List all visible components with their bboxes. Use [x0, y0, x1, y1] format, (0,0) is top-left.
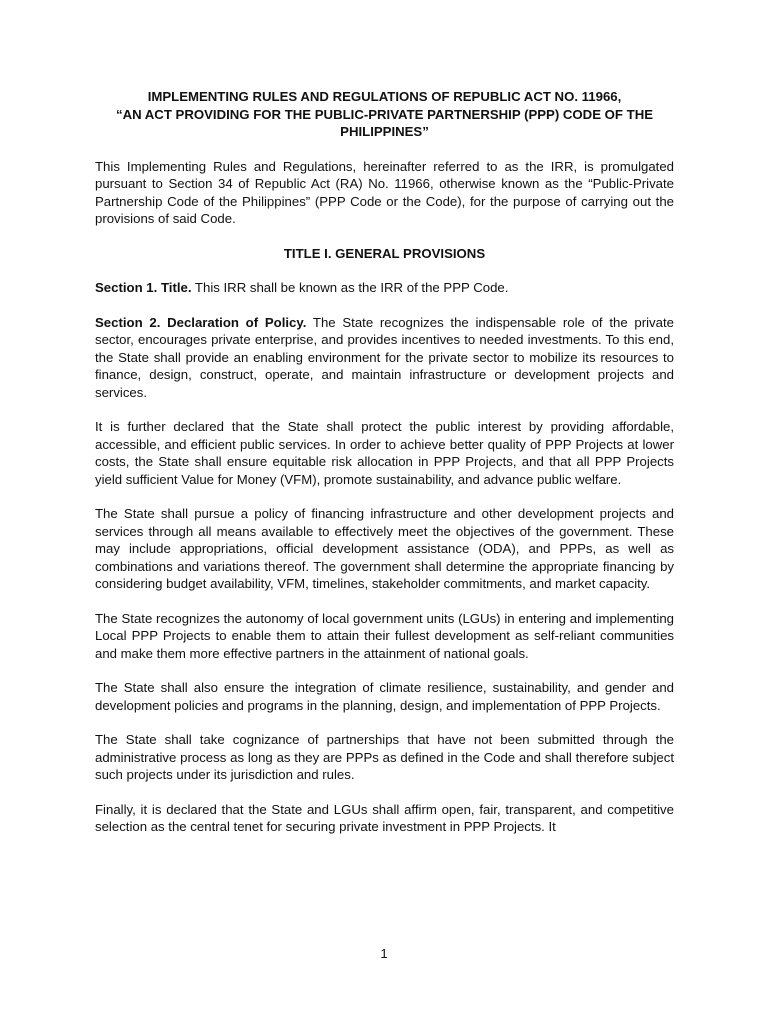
document-title [95, 88, 674, 141]
policy-paragraph-6: Finally, it is declared that the State and LGUs shall affirm open, fair, transparent, and competitive selection as the central tenet for securing private investment in PPP Projects. It [95, 801, 674, 834]
document-body [95, 88, 674, 836]
section-2-label: Section 2. Declaration of Policy. [95, 314, 307, 330]
document-title-line-3: PHILIPPINES” [340, 124, 429, 139]
section-2-text: The State recognizes the indispensable role of the private sector, encourages private enterprise, and provides incentives to needed investments. To this end, the State shall provide an enabling environment for the private sector to mobilize its resources to finance, design, construct, operate, and maintain infrastructure or development projects and services. [95, 314, 674, 400]
section-1-text: This IRR shall be known as the IRR of the PPP Code. [191, 280, 509, 295]
policy-paragraph-1: It is further declared that the State shall protect the public interest by providing affordable, accessible, and efficient public services. In order to achieve better quality of PPP Projects at lower costs, the State shall ensure equitable risk allocation in PPP Projects, and that all PPP Projects yield sufficient Value for Money (VFM), promote sustainability, and advance public welfare. [95, 419, 674, 487]
intro-paragraph: This Implementing Rules and Regulations, hereinafter referred to as the IRR, is promulgated pursuant to Section 34 of Republic Act (RA) No. 11966, otherwise known as the “Public-Private Partnership Code of the Philippines” (PPP Code or the Code), for the purpose of carrying out the provisions of said Code. [95, 158, 674, 226]
title-heading: TITLE I. GENERAL PROVISIONS [283, 245, 486, 261]
policy-paragraph-3: The State recognizes the autonomy of local government units (LGUs) in entering and implementing Local PPP Projects to enable them to attain their fullest development as self-reliant communities and make them more effective partners in the attainment of national goals. [95, 610, 674, 661]
page-number: 1 [380, 946, 388, 961]
document-title-line-2: “AN ACT PROVIDING FOR THE PUBLIC-PRIVATE PARTNERSHIP (PPP) CODE OF THE [115, 106, 654, 122]
policy-paragraph-4: The State shall also ensure the integration of climate resilience, sustainability, and gender and development policies and programs in the planning, design, and implementation of PPP Projects. [95, 680, 674, 713]
section-1 [95, 279, 674, 297]
section-1-label: Section 1. Title. [95, 280, 192, 295]
section-2 [95, 314, 674, 402]
policy-paragraph-2: The State shall pursue a policy of financing infrastructure and other development projects and services through all means available to effectively meet the objectives of the government. These may include appropriations, official development assistance (ODA), and PPPs, as well as combinations and variations thereof. The government shall determine the appropriate financing by considering budget availability, VFM, timelines, stakeholder commitments, and market capacity. [95, 506, 674, 591]
document-title-line-1: IMPLEMENTING RULES AND REGULATIONS OF REPUBLIC ACT NO. 11966, [147, 89, 622, 104]
policy-paragraph-5: The State shall take cognizance of partnerships that have not been submitted through the administrative process as long as they are PPPs as defined in the Code and shall therefore subject such projects under its jurisdiction and rules. [95, 732, 674, 782]
